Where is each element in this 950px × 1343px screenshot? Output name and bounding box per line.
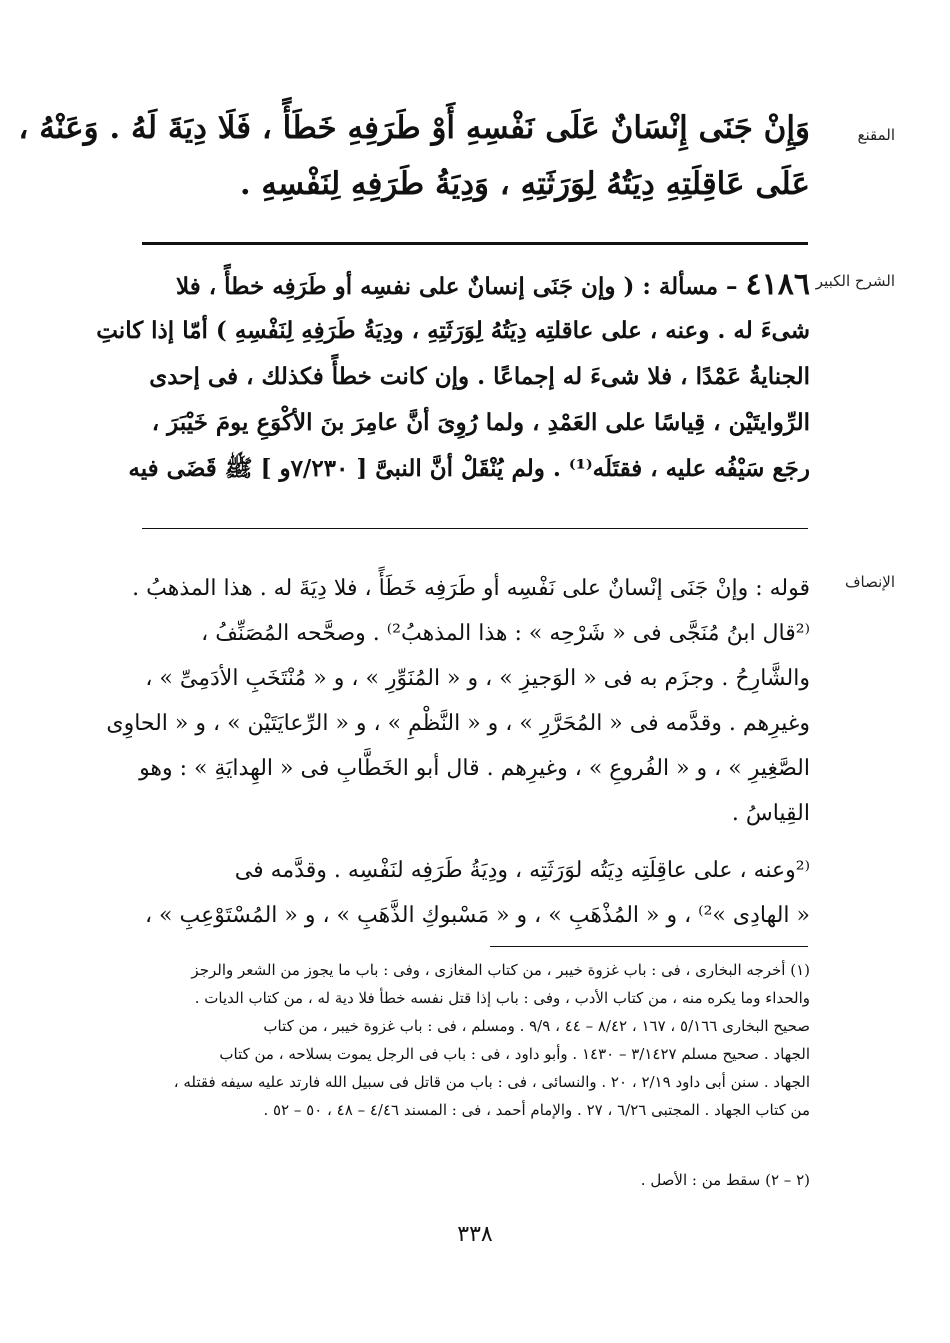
- footnote-line: (١) أخرجه البخارى ، فى : باب غزوة خيبر ، من كتاب المغازى ، وفى : باب ما يجوز من الشعر والرجز: [191, 961, 810, 979]
- footnote-line: والحداء وما يكره منه ، من كتاب الأدب ، وفى : باب إذا قتل نفسه خطأ فلا دية له ، من كتاب الديات .: [194, 989, 810, 1007]
- insaf-line: ⁽²قال ابنُ مُنَجَّى فى « شَرْحِه » : هذا المذهبُ²⁾ . وصحَّحه المُصَنِّفُ ،: [201, 621, 810, 646]
- muqni-line: عَلَى عَاقِلَتِهِ دِيَتُهُ لِوَرَثَتِهِ ، وَدِيَةُ طَرَفِهِ لِنَفْسِهِ .: [239, 166, 810, 202]
- insaf-line: قوله : وإنْ جَنَى إنْسانٌ على نَفْسِه أو طَرَفِه خَطَأً ، فلا دِيَةَ له . هذا المذهبُ .: [132, 576, 810, 601]
- footnote-line: الجهاد . صحيح مسلم ٣/١٤٢٧ – ١٤٣٠ . وأبو داود ، فى : باب فى الرجل يموت بسلاحه ، من كتاب: [219, 1045, 810, 1063]
- sharh-text: [96, 262, 810, 492]
- footnote-line: الجهاد . سنن أبى داود ٢/١٩ ، ٢٠ . والنسائى ، فى : باب من قاتل فى سبيل الله فارتد عليه سيفه فقتله ،: [173, 1073, 810, 1091]
- footnote-1: [128, 956, 810, 1124]
- insaf-line: « الهادِى »²⁾ ، و « المُذْهَبِ » ، و « مَسْبوكِ الذَّهَبِ » ، و « المُسْتَوْعِبِ » ،: [144, 903, 810, 928]
- insaf-line: ⁽²وعنه ، على عاقِلَتِه دِيَتُه لوَرَثَتِه ، ودِيَةُ طَرَفِه لنَفْسِه . وقدَّمه فى: [234, 858, 810, 883]
- insaf-line: والشَّارِحُ . وجزَم به فى « الوَجيزِ » ، و « المُنَوِّرِ » ، و « مُنْتَخَبِ الأدَمِىِّ » ،: [145, 666, 810, 691]
- sharh-line: الجنايةُ عَمْدًا ، فلا شىءَ له إجماعًا . وإن كانت خطأً فكذلك ، فى إحدى: [149, 363, 810, 390]
- muqni-text: [18, 100, 810, 212]
- sharh-line: [128, 262, 810, 308]
- insaf-paragraph-1: [106, 566, 810, 836]
- footnote-line: (٢ – ٢) سقط من : الأصل .: [640, 1171, 810, 1189]
- muqni-line: وَإِنْ جَنَى إِنْسَانٌ عَلَى نَفْسِهِ أَوْ طَرَفِهِ خَطَأً ، فَلَا دِيَةَ لَهُ . وَعَنْهُ ،: [18, 110, 810, 146]
- footnote-line: صحيح البخارى ٥/١٦٦ ، ١٦٧ ، ٨/٤٢ – ٤٤ ، ٩/٩ . ومسلم ، فى : باب غزوة خيبر ، من كتاب: [263, 1017, 810, 1035]
- footnote-2: [128, 1166, 810, 1194]
- section-divider: [142, 528, 808, 529]
- section-label-sharh: الشرح الكبير: [815, 272, 895, 290]
- page-number: ٣٣٨: [457, 1222, 493, 1247]
- sharh-line: رجَع سَيْفُه عليه ، فقتَلَه⁽¹⁾ . ولم يُنْقَلْ أنَّ النبىَّ [ ٧/٢٣٠و ] ﷺ قَضَى فيه: [128, 455, 810, 482]
- insaf-line: الصَّغِيرِ » ، و « الفُروعِ » ، وغيرِهم . قال أبو الخَطَّابِ فى « الهِدايَةِ » : وهو: [139, 756, 810, 781]
- insaf-line: وغيرِهم . وقدَّمه فى « المُحَرَّرِ » ، و « النَّظْمِ » ، و « الرِّعايَتَيْن » ، و « الحاوِى: [106, 711, 810, 736]
- footnote-divider: [490, 946, 808, 947]
- insaf-paragraph-2: [128, 848, 810, 938]
- sharh-line: الرِّوايتَيْن ، قِياسًا على العَمْدِ ، ولما رُوِىَ أنَّ عامِرَ بنَ الأكْوَعِ يومَ خَيْبَرَ ،: [151, 409, 810, 436]
- section-label-insaf: الإنصاف: [844, 573, 895, 591]
- section-divider: [142, 242, 808, 245]
- footnote-line: من كتاب الجهاد . المجتبى ٦/٢٦ ، ٢٧ . والإمام أحمد ، فى : المسند ٤/٤٦ – ٤٨ ، ٥٠ – ٥٢ .: [263, 1101, 810, 1119]
- issue-number: ٤١٨٦: [745, 267, 810, 302]
- insaf-line: القِياسُ .: [731, 801, 810, 826]
- section-label-muqni: المقنع: [857, 126, 895, 144]
- sharh-line: شىءَ له . وعنه ، على عاقلتِه دِيَتُهُ لِوَرَثَتِهِ ، ودِيَةُ طَرَفِهِ لِنَفْسِهِ ) أمّا إذا كانتِ: [96, 317, 810, 344]
- sharh-line-text: – مسألة : ( وإن جَنَى إنسانٌ على نفسِه أو طَرَفِه خطأً ، فلا: [176, 273, 738, 300]
